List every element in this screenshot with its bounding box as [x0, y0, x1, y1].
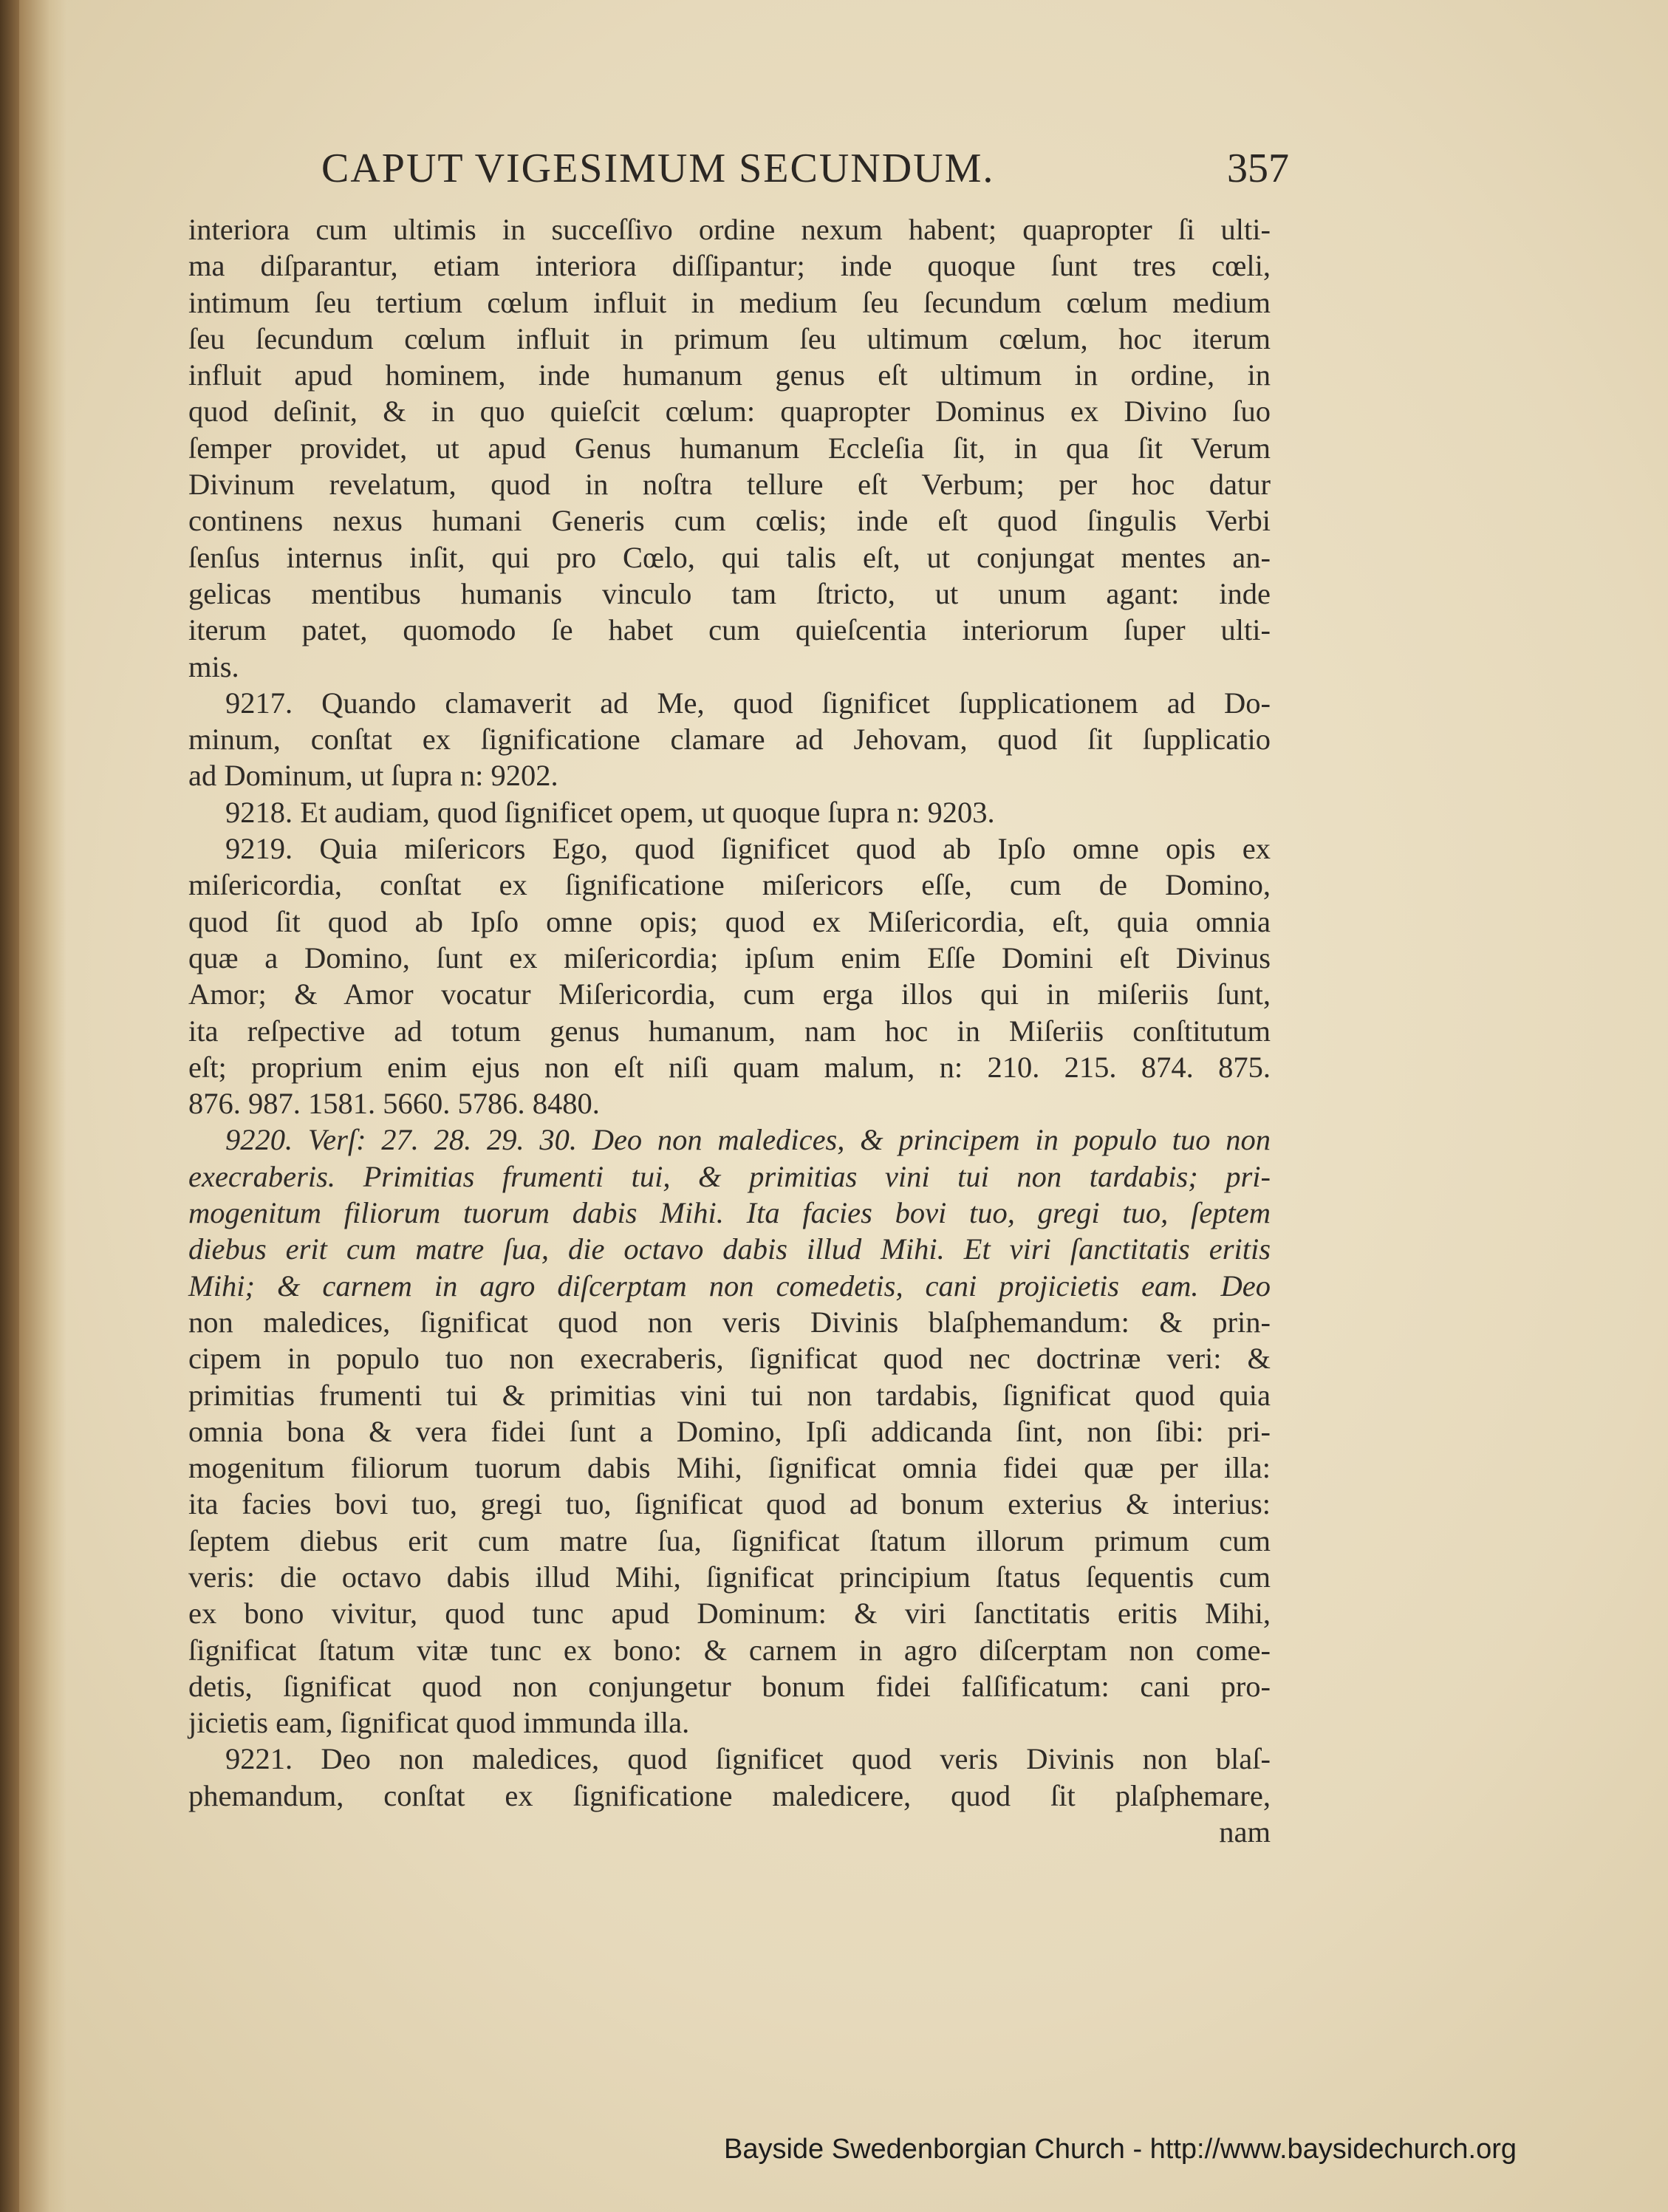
text-line: gelicas mentibus humanis vinculo tam ſtricto, ut unum agant: inde — [188, 576, 1271, 610]
text-line: ſeu ſecundum cœlum influit in primum ſeu ultimum cœlum, hoc iterum — [188, 321, 1271, 355]
book-binding-edge — [0, 0, 19, 2212]
paragraph-start-9221: 9221. Deo non maledices, quod ſignificet quod veris Divinis non blaſ- — [225, 1742, 1271, 1776]
text-line: Amor; & Amor vocatur Miſericordia, cum erga illos qui in miſeriis ſunt, — [188, 977, 1271, 1011]
catchword: nam — [1219, 1815, 1271, 1849]
page-header — [188, 145, 1289, 204]
text-line: ſemper providet, ut apud Genus humanum Eccleſia ſit, in qua ſit Verum — [188, 431, 1271, 465]
text-line: quod deſinit, & in quo quieſcit cœlum: quapropter Dominus ex Divino ſuo — [188, 395, 1271, 429]
text-line: 876. 987. 1581. 5660. 5786. 8480. — [188, 1087, 600, 1121]
text-line: ad Dominum, ut ſupra n: 9202. — [188, 759, 558, 793]
text-line: ita reſpective ad totum genus humanum, nam hoc in Miſeriis conſtitutum — [188, 1014, 1271, 1048]
text-line: primitias frumenti tui & primitias vini tui non tardabis, ſignificat quod quia — [188, 1378, 1271, 1412]
text-line: ſenſus internus inſit, qui pro Cœlo, qui talis eſt, ut conjungat mentes an- — [188, 540, 1271, 574]
text-line: iterum patet, quomodo ſe habet cum quieſcentia interiorum ſuper ulti- — [188, 613, 1271, 647]
text-line: jicietis eam, ſignificat quod immunda illa. — [188, 1706, 690, 1740]
text-line: influit apud hominem, inde humanum genus eſt ultimum in ordine, in — [188, 358, 1271, 392]
text-line: ma diſparantur, etiam interiora diſſipantur; inde quoque ſunt tres cœli, — [188, 249, 1271, 283]
text-line: omnia bona & vera fidei ſunt a Domino, Ipſi addicanda ſint, non ſibi: pri- — [188, 1414, 1271, 1448]
text-line: detis, ſignificat quod non conjungetur bonum fidei falſificatum: cani pro- — [188, 1669, 1271, 1703]
text-line: ſeptem diebus erit cum matre ſua, ſignificat ſtatum illorum primum cum — [188, 1523, 1271, 1557]
running-title: CAPUT VIGESIMUM SECUNDUM. — [321, 146, 995, 191]
paragraph-start-9219: 9219. Quia miſericors Ego, quod ſignificet quod ab Ipſo omne opis ex — [225, 832, 1271, 866]
text-line-italic: Mihi; & carnem in agro diſcerptam non comedetis, cani projicietis eam. Deo — [188, 1269, 1271, 1303]
text-line: mis. — [188, 649, 239, 683]
text-line-italic: execraberis. Primitias frumenti tui, & primitias vini tui non tardabis; pri- — [188, 1159, 1271, 1193]
watermark-footer: Bayside Swedenborgian Church - http://www.baysidechurch.org — [724, 2134, 1517, 2165]
text-line: Divinum revelatum, quod in noſtra tellure eſt Verbum; per hoc datur — [188, 468, 1271, 502]
paragraph-start-9217: 9217. Quando clamaverit ad Me, quod ſignificet ſupplicationem ad Do- — [225, 686, 1271, 720]
text-line: veris: die octavo dabis illud Mihi, ſignificat principium ſtatus ſequentis cum — [188, 1560, 1271, 1594]
text-line-italic: mogenitum filiorum tuorum dabis Mihi. Ita facies bovi tuo, gregi tuo, ſeptem — [188, 1196, 1271, 1230]
paragraph-start-9220: 9220. Verſ: 27. 28. 29. 30. Deo non maledices, & principem in populo tuo non — [225, 1123, 1271, 1157]
text-line: phemandum, conſtat ex ſignificatione maledicere, quod ſit plaſphemare, — [188, 1778, 1271, 1812]
text-line: ſignificat ſtatum vitæ tunc ex bono: & carnem in agro diſcerptam non come- — [188, 1633, 1271, 1667]
text-line: cipem in populo tuo non execraberis, ſignificat quod nec doctrinæ veri: & — [188, 1342, 1271, 1376]
paragraph-9218: 9218. Et audiam, quod ſignificet opem, ut quoque ſupra n: 9203. — [225, 795, 995, 829]
text-line: intimum ſeu tertium cœlum influit in medium ſeu ſecundum cœlum medium — [188, 285, 1271, 319]
text-line: ita facies bovi tuo, gregi tuo, ſignificat quod ad bonum exterius & interius: — [188, 1487, 1271, 1521]
text-line: interiora cum ultimis in succeſſivo ordine nexum habent; quapropter ſi ulti- — [188, 213, 1271, 246]
text-line: non maledices, ſignificat quod non veris Divinis blaſphemandum: & prin- — [188, 1305, 1271, 1339]
text-line: minum, conſtat ex ſignificatione clamare ad Jehovam, quod ſit ſupplicatio — [188, 723, 1271, 757]
text-line: eſt; proprium enim ejus non eſt niſi quam malum, n: 210. 215. 874. 875. — [188, 1050, 1271, 1084]
text-line: continens nexus humani Generis cum cœlis; inde eſt quod ſingulis Verbi — [188, 504, 1271, 538]
text-line: quæ a Domino, ſunt ex miſericordia; ipſum enim Eſſe Domini eſt Divinus — [188, 941, 1271, 974]
text-line: miſericordia, conſtat ex ſignificatione miſericors eſſe, cum de Domino, — [188, 868, 1271, 902]
body-text — [188, 211, 1271, 1850]
text-line: quod ſit quod ab Ipſo omne opis; quod ex Miſericordia, eſt, quia omnia — [188, 904, 1271, 938]
page-number: 357 — [1227, 146, 1289, 191]
text-line: mogenitum filiorum tuorum dabis Mihi, ſignificat omnia fidei quæ per illa: — [188, 1451, 1271, 1485]
text-line: ex bono vivitur, quod tunc apud Dominum: & viri ſanctitatis eritis Mihi, — [188, 1597, 1271, 1631]
text-line-italic: diebus erit cum matre ſua, die octavo dabis illud Mihi. Et viri ſanctitatis eritis — [188, 1232, 1271, 1266]
